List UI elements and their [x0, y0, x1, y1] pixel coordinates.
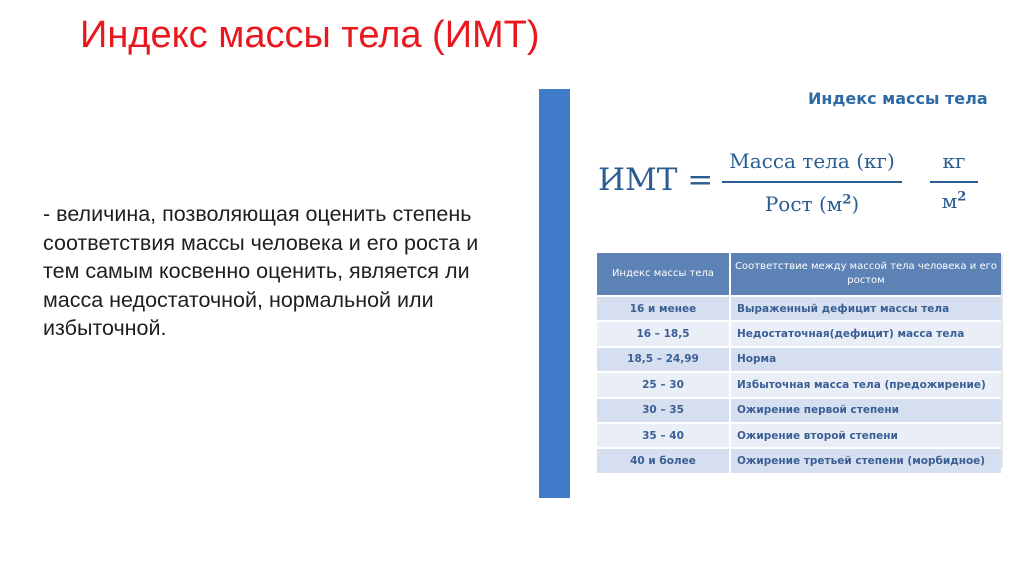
table-row: [597, 398, 1001, 423]
row-index: 18,5 – 24,99: [597, 347, 730, 372]
row-index: 16 – 18,5: [597, 321, 730, 346]
bmi-table: [597, 253, 1001, 473]
formula-fraction-line: [722, 181, 902, 183]
table-row: [597, 347, 1001, 372]
table-row: [597, 448, 1001, 472]
formula-denominator-sup: 2: [842, 192, 852, 208]
row-meaning: Недостаточная(дефицит) масса тела: [730, 321, 1001, 346]
table-header-row: [597, 253, 1001, 296]
figure-title: Индекс массы тела: [808, 89, 988, 108]
formula-numerator: Масса тела (кг): [729, 149, 895, 173]
row-meaning: Избыточная масса тела (предожирение): [730, 372, 1001, 397]
row-meaning: Ожирение второй степени: [730, 423, 1001, 448]
row-index: 30 – 35: [597, 398, 730, 423]
row-index: 16 и менее: [597, 296, 730, 321]
table-row: [597, 296, 1001, 321]
header-meaning: Соответствие между массой тела человека и его ростом: [730, 253, 1001, 296]
table-row: [597, 423, 1001, 448]
definition-text: - величина, позволяющая оценить степень соответствия массы человека и его роста и тем самым косвенно оценить, является ли масса недостаточной, нормальной или избыточной.: [43, 202, 479, 340]
table-row: [597, 372, 1001, 397]
formula-denominator-close: ): [851, 192, 860, 216]
row-index: 40 и более: [597, 448, 730, 472]
bmi-formula: [598, 140, 998, 230]
slide-title: Индекс массы тела (ИМТ): [80, 14, 540, 56]
row-meaning: Ожирение первой степени: [730, 398, 1001, 423]
unit-denominator-sup: 2: [957, 189, 967, 205]
unit-fraction-line: [930, 181, 978, 183]
row-index: 35 – 40: [597, 423, 730, 448]
table-row: [597, 321, 1001, 346]
row-meaning: Норма: [730, 347, 1001, 372]
row-meaning: Выраженный дефицит массы тела: [730, 296, 1001, 321]
formula-denominator: [722, 192, 902, 216]
row-meaning: Ожирение третьей степени (морбидное): [730, 448, 1001, 472]
row-index: 25 – 30: [597, 372, 730, 397]
unit-numerator: кг: [942, 149, 966, 173]
formula-denominator-base: Рост (м: [764, 192, 843, 216]
formula-lhs: ИМТ =: [598, 162, 714, 198]
accent-bar: [539, 89, 570, 498]
header-index: Индекс массы тела: [597, 253, 730, 296]
unit-denominator-base: м: [941, 189, 958, 213]
unit-denominator: [930, 189, 978, 213]
